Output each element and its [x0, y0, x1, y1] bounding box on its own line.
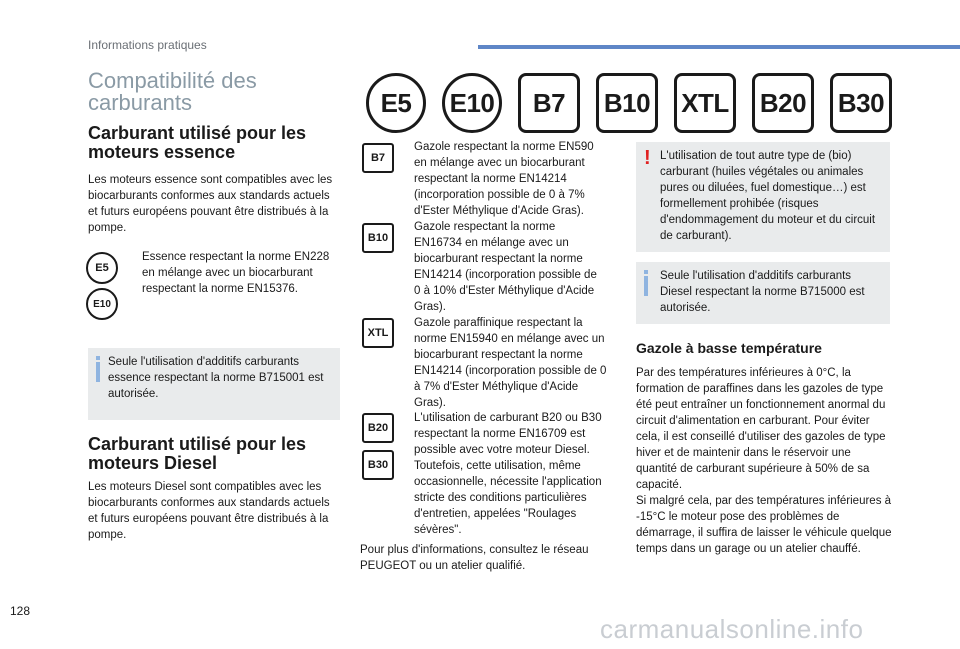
e10-label-icon: E10: [86, 288, 118, 320]
header-accent-bar: [478, 45, 960, 49]
e5-label-icon: E5: [86, 252, 118, 284]
gasoline-additive-note: Seule l'utilisation d'additifs carburants essence respectant la norme B715001 est autorisée.: [108, 356, 324, 400]
fuel-label-e5: E5: [366, 73, 426, 133]
page-number: 128: [10, 604, 31, 618]
gasoline-intro: Les moteurs essence sont compatibles avec les biocarburants conformes aux standards actuels et futurs européens pouvant être distribués à la pompe.: [88, 174, 333, 234]
diesel-additive-note: Seule l'utilisation d'additifs carburants Diesel respectant la norme B715000 est autorisée.: [660, 270, 865, 314]
fuel-label-b20: B20: [752, 73, 814, 133]
low-temp-heading: Gazole à basse température: [636, 340, 822, 356]
xtl-label-icon: XTL: [362, 318, 394, 348]
fuel-label-b10: B10: [596, 73, 658, 133]
fuel-label-e10: E10: [442, 73, 502, 133]
warning-icon: !: [644, 147, 651, 169]
warning-box: [636, 142, 890, 252]
b7-description: Gazole respectant la norme EN590 en mélange avec un biocarburant respectant la norme EN14214 (incorporation possible de 0 à 7% d'Ester Méthylique d'Acide Gras).: [414, 141, 594, 217]
xtl-description: Gazole paraffinique respectant la norme EN15940 en mélange avec un biocarburant respectant la norme EN14214 (incorporation possible de 0 à 7% d'Ester Méthylique d'Acide Gras).: [414, 317, 607, 409]
b10-label-icon: B10: [362, 223, 394, 253]
fuel-label-xtl: XTL: [674, 73, 736, 133]
gasoline-additive-note-box: [88, 348, 340, 420]
b20-b30-description: L'utilisation de carburant B20 ou B30 respectant la norme EN16709 est possible avec votre moteur Diesel. Toutefois, cette utilisation, même occasionnelle, nécessite l'application stricte des conditions particulières d'entretien, appelées "Roulages sévères".: [414, 412, 602, 536]
b20-label-icon: B20: [362, 413, 394, 443]
low-temp-body: Par des températures inférieures à 0°C, la formation de paraffines dans les gazoles de type été peut entraîner un fonctionnement anormal du circuit d'alimentation en carburant. Pour éviter cela, il est conseillé d'utiliser des gazoles de type hiver et de maintenir dans le réservoir une quantité de carburant supérieure à 50% de sa capacité.: [636, 367, 886, 491]
fuel-label-b30: B30: [830, 73, 892, 133]
b7-label-icon: B7: [362, 143, 394, 173]
section-header: Informations pratiques: [88, 38, 207, 52]
b10-description: Gazole respectant la norme EN16734 en mélange avec un biocarburant respectant la norme EN14214 (incorporation possible de 0 à 10% d'Ester Méthylique d'Acide Gras).: [414, 221, 597, 313]
page-title: Compatibilité des carburants: [88, 68, 257, 115]
warning-text: L'utilisation de tout autre type de (bio) carburant (huiles végétales ou animales pures ou diluées, fuel domestique…) est formellement prohibée (risques d'endommagement du moteur et du circuit de carburant).: [660, 150, 876, 242]
watermark: carmanualsonline.info: [600, 614, 864, 644]
info-icon: [96, 362, 100, 382]
b30-label-icon: B30: [362, 450, 394, 480]
e5-e10-description: Essence respectant la norme EN228 en mélange avec un biocarburant respectant la norme EN15376.: [142, 251, 330, 295]
diesel-additive-note-box: [636, 262, 890, 324]
fuel-label-b7: B7: [518, 73, 580, 133]
diesel-heading: Carburant utilisé pour les moteurs Diesel: [88, 434, 307, 473]
diesel-intro: Les moteurs Diesel sont compatibles avec les biocarburants conformes aux standards actuels et futurs européens pouvant être distribués à la pompe.: [88, 481, 330, 541]
info-icon: [644, 276, 648, 296]
more-info-text: Pour plus d'informations, consultez le réseau PEUGEOT ou un atelier qualifié.: [360, 544, 589, 572]
low-temp-body-2: Si malgré cela, par des températures inférieures à -15°C le moteur pose des problèmes de démarrage, il suffira de laisser le véhicule quelque temps dans un garage ou un atelier chauffé.: [636, 495, 892, 555]
gasoline-heading: Carburant utilisé pour les moteurs essence: [88, 123, 307, 162]
